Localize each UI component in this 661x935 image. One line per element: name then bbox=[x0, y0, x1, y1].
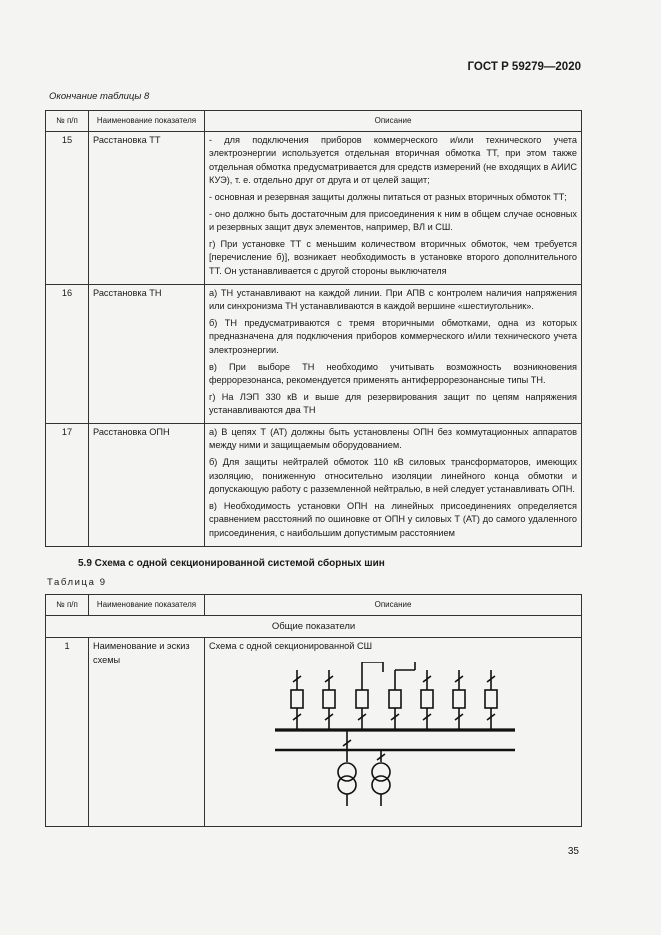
table-row bbox=[46, 638, 582, 827]
column-header-description: Описание bbox=[205, 111, 582, 132]
description-paragraph: г) При установке ТТ с меньшим количеством вторичных обмоток, чем требуется [перечисление б)], возникает необходимость в установке второго дополнительного ТТ. Он устанавливается с другой стороны выключателя bbox=[209, 238, 577, 276]
column-header-name: Наименование показателя bbox=[89, 595, 205, 616]
table-9-caption: Таблица 9 bbox=[47, 577, 107, 588]
table-header-row bbox=[46, 111, 582, 132]
table-9 bbox=[45, 594, 582, 827]
column-header-number: № п/п bbox=[46, 595, 89, 616]
bay-7 bbox=[485, 670, 497, 730]
table-8 bbox=[45, 110, 582, 547]
table-header-row bbox=[46, 595, 582, 616]
row-description bbox=[205, 638, 582, 827]
document-code: ГОСТ Р 59279—2020 bbox=[467, 61, 581, 73]
description-paragraph: г) На ЛЭП 330 кВ и выше для резервирования защит по цепям напряжения устанавливаются два ТН bbox=[209, 391, 577, 416]
row-name: Расстановка ТН bbox=[89, 284, 205, 423]
description-paragraph: а) ТН устанавливают на каждой линии. При АПВ с контролем наличия напряжения или синхронизма ТН устанавливаются в каждой вершине «шестиугольник». bbox=[209, 287, 577, 312]
description-paragraph: б) Для защиты нейтралей обмоток 110 кВ силовых трансформаторов, имеющих изоляцию, пониженную относительно изоляции линейного конца обмотки и допускающую работу с разземленной нейтралью, в ней следует устанавливать ОПН. bbox=[209, 457, 577, 495]
busbar-scheme-diagram bbox=[275, 662, 515, 812]
row-description bbox=[205, 423, 582, 546]
description-paragraph: а) В цепях Т (АТ) должны быть установлены ОПН без коммутационных аппаратов между ними и защищаемым оборудованием. bbox=[209, 426, 577, 451]
group-title: Общие показатели bbox=[46, 615, 582, 638]
bay-6 bbox=[453, 670, 465, 730]
bay-5 bbox=[421, 670, 433, 730]
row-number: 17 bbox=[46, 423, 89, 546]
section-breaker bbox=[356, 662, 415, 730]
description-paragraph: - для подключения приборов коммерческого и/или технического учета электроэнергии используется отдельная вторичная обмотка ТТ, при этом также отдельная обмотка предусматривается для средств измерений (не входящих в АИИС КУЭ), т. е. отдельно друг от друга и от целей защит; bbox=[209, 134, 577, 186]
table-row bbox=[46, 131, 582, 284]
bay-1 bbox=[291, 670, 303, 730]
row-description bbox=[205, 284, 582, 423]
column-header-name: Наименование показателя bbox=[89, 111, 205, 132]
transformer-2 bbox=[372, 750, 390, 806]
description-paragraph: б) ТН предусматриваются с тремя вторичными обмотками, одна из которых предназначена для подключения приборов коммерческого и/или технического учета электроэнергии. bbox=[209, 317, 577, 355]
row-name: Расстановка ТТ bbox=[89, 131, 205, 284]
description-paragraph: - основная и резервная защиты должны питаться от разных вторичных обмоток ТТ; bbox=[209, 191, 567, 202]
description-paragraph: - оно должно быть достаточным для присоединения к ним в общем случае основных и резервных защит двух элементов, например, ВЛ и СШ. bbox=[209, 208, 577, 233]
group-row bbox=[46, 615, 582, 638]
table-8-caption: Окончание таблицы 8 bbox=[49, 91, 150, 102]
transformer-1 bbox=[338, 730, 356, 806]
diagram-title: Схема с одной секционированной СШ bbox=[209, 641, 373, 652]
description-paragraph: в) Необходимость установки ОПН на линейных присоединениях определяется сравнением расстояний по ошиновке от ОПН у силовых Т (АТ) до самого удаленного присоединения, с наибольшим допустимым расстоянием bbox=[209, 500, 577, 539]
bay-2 bbox=[323, 670, 335, 730]
row-description bbox=[205, 131, 582, 284]
column-header-description: Описание bbox=[205, 595, 582, 616]
row-number: 16 bbox=[46, 284, 89, 423]
description-paragraph: в) При выборе ТН необходимо учитывать возможность возникновения феррорезонанса, рекомендуется применять антиферрорезонансные типы ТН. bbox=[209, 361, 577, 386]
row-name: Расстановка ОПН bbox=[89, 423, 205, 546]
row-number: 15 bbox=[46, 131, 89, 284]
section-heading: 5.9 Схема с одной секционированной системой сборных шин bbox=[78, 558, 385, 569]
row-name: Наименование и эскиз схемы bbox=[89, 638, 205, 827]
column-header-number: № п/п bbox=[46, 111, 89, 132]
table-row bbox=[46, 284, 582, 423]
table-row bbox=[46, 423, 582, 546]
page-number: 35 bbox=[567, 846, 579, 857]
row-number: 1 bbox=[46, 638, 89, 827]
